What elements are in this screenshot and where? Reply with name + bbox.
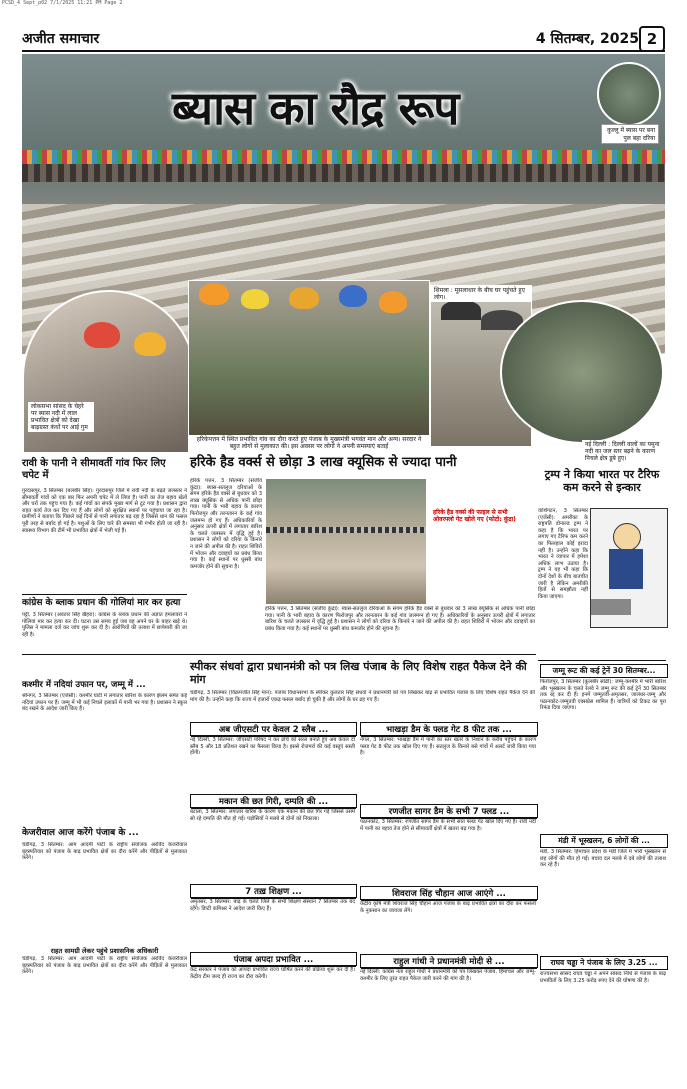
photo-delhi-yamuna [500,300,664,444]
hero-headline: ब्यास का रौद्र रूप [172,81,459,135]
print-slug: PCSD_4 Sept_p02 7/1/2025 11:21 PM Page 2 [2,0,123,6]
body-rahul: नई दिल्ली: कांग्रेस नेता राहुल गांधी ने प्रधानमंत्री को पत्र लिखकर पंजाब, हिमाचल और जम्मू-कश्मीर के लिए तुरंत राहत पैकेज जारी करने की मांग की है। [360,969,536,982]
body-house: बटाला, 3 सितम्बर: लगातार बारिश के कारण एक मकान की छत गिर गई जिससे उसमें सो रहे दम्पति की मौत हो गई। पड़ोसियों ने मलबे से दोनों को निकाला। [190,809,355,822]
headline-ravi: रावी के पानी ने सीमावर्ती गांव फिर लिए चपेट में [22,458,166,481]
headline-speaker: स्पीकर संधवां द्वारा प्रधानमंत्री को पत्र लिख पंजाब के लिए विशेष राहत पैकेज देने की मांग [190,660,527,686]
page-number: 2 [639,26,665,52]
body-harike-cont: हरिके पत्तन, 3 सितम्बर (संजीव कुंद्रा): ब्यास-सतलुज दरियाओं के संगम हरिके हैड वर्क्स से बुधवार को 3 लाख क्यूसिक से अधिक पानी छोड़ा गया। पानी के भारी बहाव के कारण फिरोजपुर और तरनतारन के कई गांव जलमग्न हो गए हैं। अधिकारियों के अनुसार ऊपरी क्षेत्रों में लगातार बारिश के चलते जलस्तर में वृद्धि हुई है। प्रशासन ने लोगों को दरिया के किनारे न जाने की अपील की है। राहत शिविरों में भोजन और दवाइयों का प्रबंध किया गया है। कई स्थानों पर धुस्सी बांध कमजोर होने की सूचना है। [265,606,535,632]
headline-gst: अब जीएसटी पर केवल 2 स्लैब ... [191,723,356,737]
headline-mandi: मंडी में भूस्खलन, 6 लोगों की ... [541,835,667,848]
body-speaker: चंडीगढ़, 3 सितम्बर (विक्रमजीत सिंह मान): पंजाब विधानसभा के स्पीकर कुलतार सिंह संधवां ने प्रधानमंत्री को पत्र लिखकर बाढ़ से प्रभावित पंजाब के लिए विशेष राहत पैकेज देने की मांग की है। उन्होंने कहा कि राज्य में हजारों एकड़ फसल बर्बाद हो चुकी है और लोगों के घर ढह गए हैं। [190,690,535,703]
headline-harike: हरिके हैड वर्क्स से छोड़ा 3 लाख क्यूसिक से ज्यादा पानी [190,455,457,470]
headline-jammu: जम्मू रूट की कई ट्रेनें 30 सितम्बर... [541,665,667,678]
bridge [22,164,665,182]
body-ravi: गुरदासपुर, 3 सितम्बर (बलबीर सिंह): गुरदासपुर जिले में रावी नदी के बढ़ते जलस्तर ने सीमावर्ती गांवों को एक बार फिर अपनी चपेट में ले लिया है। पानी का तेज बहाव खेतों और घरों तक पहुंच गया है। कई गांवों का संपर्क मुख्य मार्ग से टूट गया है। प्रशासन द्वारा राहत कार्य तेज कर दिए गए हैं और लोगों को सुरक्षित स्थानों पर पहुंचाया जा रहा है। ग्रामीणों ने बताया कि पिछले कई दिनों से पानी लगातार बढ़ रहा है जिससे धान की फसल पूरी तरह से बर्बाद हो गई है। पशुओं के लिए चारे की समस्या भी गंभीर होती जा रही है। स्वास्थ्य विभाग की टीमें भी प्रभावित क्षेत्रों में भेजी गई हैं। [22,488,187,534]
headline-trump: ट्रम्प ने किया भारत पर टैरिफ कम करने से इन्कार [544,468,660,494]
photo-mp-visit [22,290,196,454]
body-prabhavit: केंद्र सरकार ने पंजाब को आपदा प्रभावित राज्य घोषित करने की प्रक्रिया शुरू कर दी है। केंद्रीय टीम जल्द ही राज्य का दौरा करेगी। [190,967,355,980]
photo-harike-headworks [265,478,427,605]
caption-left: लोकसभा सांसद के चेहरे पर ब्यास नदी में लाल प्रभावित क्षेत्रों को देखा बाढ़ग्रस्त कंधों पर आई गुम [28,402,94,432]
masthead [22,26,665,52]
hero-inset-photo [597,62,661,126]
headline-kashmir: कश्मीर में नदियां उफान पर, जम्मू में ... [22,680,146,690]
caption-center: हरिकेपत्तन में स्थित प्रभावित गांव का दौरा करते हुए पंजाब के मुख्यमंत्री भगवंत मान और अन्य। सरदार ने बहुत लोगों से मुलाकात की। इस अवसर पर लोगों ने अपनी समस्याएं बताईं [189,435,429,451]
headline-ranjit: रणजीत सागर डैम के सभी 7 फ्लड ... [361,805,537,819]
body-ranjit: पठानकोट, 3 सितम्बर: रणजीत सागर डैम के सभी सात फ्लड गेट खोल दिए गए हैं। रावी नदी में पानी का बहाव तेज होने से सीमावर्ती क्षेत्रों में खतरा बढ़ गया है। [360,819,536,832]
headline-shivraj: शिवराज सिंह चौहान आज आएंगे ... [361,887,537,901]
headline-kejriwal: केजरीवाल आज करेंगे पंजाब के ... [22,828,139,838]
body-bhakra: नंगल, 3 सितम्बर: भाखड़ा डैम में पानी का स्तर खतरे के निशान के करीब पहुंचने के कारण फ्लड गेट 8 फीट तक खोल दिए गए हैं। सतलुज के किनारे बसे गांवों में अलर्ट जारी किया गया है। [360,737,536,757]
photo-cm-visit [188,280,430,452]
body-gst: नई दिल्ली, 3 सितम्बर: जीएसटी परिषद ने कर ढांचे को सरल बनाते हुए अब केवल दो स्लैब 5 और 18 प्रतिशत रखने का फैसला किया है। इससे रोजमर्रा की कई वस्तुएं सस्ती होंगी। [190,737,355,757]
headline-prabhavit: पंजाब अपदा प्रभावित ... [191,953,356,967]
newspaper-name: अजीत समाचार [22,31,100,47]
issue-date: 4 सितम्बर, 2025 [535,31,639,47]
body-kashmir: श्रीनगर, 3 सितम्बर (एजेंसी): कश्मीर घाटी में लगातार बारिश के कारण झेलम समेत कई नदियां उफान पर हैं। जम्मू में भी कई निचले इलाकों में पानी भर गया है। प्रशासन ने स्कूल बंद रखने के आदेश जारी किए हैं। [22,693,187,713]
headline-education: 7 तख़ शिक्षण ... [191,885,356,899]
headline-congress: कांग्रेस के ब्लाक प्रधान की गोलियां मार कर हत्या [22,598,181,608]
body-raghav: राज्यसभा सांसद राघव चड्ढा ने अपने सांसद निधि से पंजाब के बाढ़ प्रभावितों के लिए 3.25 करोड़ रुपए देने की घोषणा की है। [540,971,666,984]
caption-rain: शिमला : मूसलाधार के बीच घर पहुंचते हुए लोग। [431,286,532,302]
headline-house: मकान की छत गिरी, दम्पति की ... [191,795,356,809]
body-harike: हरिके पत्तन, 3 सितम्बर (संजीव कुंद्रा): ब्यास-सतलुज दरियाओं के संगम हरिके हैड वर्क्स से बुधवार को 3 लाख क्यूसिक से अधिक पानी छोड़ा गया। पानी के भारी बहाव के कारण फिरोजपुर और तरनतारन के कई गांव जलमग्न हो गए हैं। अधिकारियों के अनुसार ऊपरी क्षेत्रों में लगातार बारिश के चलते जलस्तर में वृद्धि हुई है। प्रशासन ने लोगों को दरिया के किनारे न जाने की अपील की है। राहत शिविरों में भोजन और दवाइयों का प्रबंध किया गया है। कई स्थानों पर धुस्सी बांध कमजोर होने की सूचना है। [190,478,262,570]
body-education: अमृतसर, 3 सितम्बर: बाढ़ के चलते जिले के सभी शिक्षण संस्थान 7 सितम्बर तक बंद रहेंगे। डिप्टी कमिश्नर ने आदेश जारी किए हैं। [190,899,355,912]
cartoon-trump [590,508,668,628]
body-congress: पट्टी, 3 सितम्बर (अवतार सिंह खैहरा): कांग्रेस के ब्लाक प्रधान की अज्ञात हमलावरों ने गोलियां मार कर हत्या कर दी। घटना उस समय हुई जब वह अपने घर के बाहर खड़े थे। पुलिस ने मामला दर्ज कर जांच शुरू कर दी है। आरोपियों की तलाश में छापेमारी की जा रही है। [22,612,187,638]
headline-bhakra: भाखड़ा डैम के फ्लड गेट 8 फीट तक ... [361,723,537,737]
headline-rahul: राहुल गांधी ने प्रधानमंत्री मोदी से ... [361,955,537,969]
subhead-kejriwal: राहत सामग्री लेकर पहुंचे प्रशासनिक अधिकारी [50,947,159,955]
body-jammu: फिरोजपुर, 3 सितम्बर (कुलबीर सोढी): जम्मू-कश्मीर में भारी बारिश और भूस्खलन के चलते रेलवे ने जम्मू रूट की कई ट्रेनें 30 सितम्बर तक रद्द कर दी हैं। इनमें जम्मूतवी-अमृतसर, जालंधर-जम्मू और पठानकोट-जम्मूतवी एक्सप्रेस शामिल हैं। यात्रियों को टिकट का पूरा रिफंड दिया जाएगा। [540,679,666,712]
headline-raghav: राघव चड्ढा ने पंजाब के लिए 3.25 ... [541,957,667,970]
prayer-flags [22,150,665,164]
body-mandi: मंडी, 3 सितम्बर: हिमाचल प्रदेश के मंडी जिले में भारी भूस्खलन से छह लोगों की मौत हो गई। बचाव दल मलबे में दबे लोगों की तलाश कर रहे हैं। [540,849,666,869]
caption-harike-photo: हरिके हैड वर्क्स की फाइल से सभी ओवरफ्लो गेट खोले गए (फोटो: कुंद्रा) [430,508,526,524]
body-kejriwal: चंडीगढ़, 3 सितम्बर: आम आदमी पार्टी के राष्ट्रीय संयोजक अरविंद केजरीवाल बृहस्पतिवार को पंजाब के बाढ़ प्रभावित क्षेत्रों का दौरा करेंगे और पीड़ितों से मुलाकात करेंगे। [22,842,187,862]
body-kejriwal-cont: चंडीगढ़, 3 सितम्बर: आम आदमी पार्टी के राष्ट्रीय संयोजक अरविंद केजरीवाल बृहस्पतिवार को पंजाब के बाढ़ प्रभावित क्षेत्रों का दौरा करेंगे और पीड़ितों से मुलाकात करेंगे। [22,956,187,976]
body-shivraj: केंद्रीय कृषि मंत्री शिवराज सिंह चौहान आज पंजाब के बाढ़ प्रभावित क्षेत्रों का दौरा कर फसलों के नुकसान का जायजा लेंगे। [360,901,536,914]
caption-right: नई दिल्ली : दिल्ली वालों का यमुना नदी का जल स्तर बढ़ने के कारण निचले क्षेत्र डूबे हुए। [582,440,668,463]
body-trump: वाशिंगटन, 3 सितम्बर (एजेंसी): अमरीका के राष्ट्रपति डोनाल्ड ट्रम्प ने कहा है कि भारत पर लगाए गए टैरिफ कम करने का फिलहाल कोई इरादा नहीं है। उन्होंने कहा कि भारत ने व्यापार में हमेशा अधिक लाभ उठाया है। ट्रम्प ने यह भी कहा कि दोनों देशों के बीच बातचीत जारी है लेकिन अमरीकी हितों से समझौता नहीं किया जाएगा। [538,508,588,600]
hero-inset-caption: कुल्लू में ब्यास पर बना पुल बहा दरिया [601,124,659,144]
